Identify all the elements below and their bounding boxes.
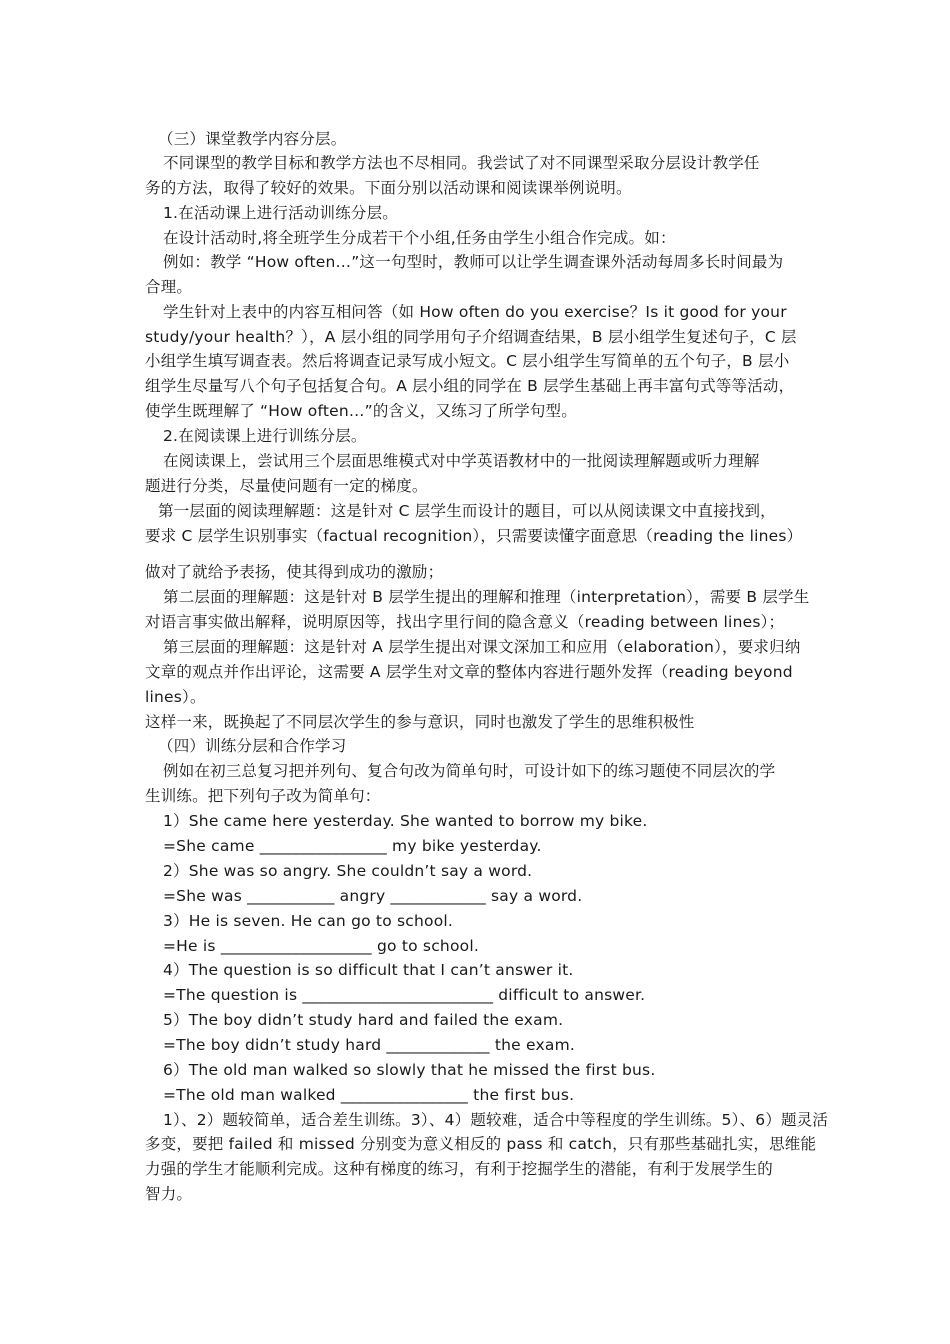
level3-line-2: 文章的观点并作出评论，这需要 A 层学生对文章的整体内容进行题外发挥（reading beyond — [145, 663, 793, 681]
conclusion-line-4: 智力。 — [145, 1185, 193, 1203]
level1-line-2: 要求 C 层学生识别事实（factual recognition），只需要读懂字面意思（reading the lines） — [145, 527, 803, 545]
level3-line-3: lines）。 — [145, 688, 206, 706]
exercise-5: 5）The boy didn’t study hard and failed the exam. — [163, 1011, 564, 1029]
example-line-1: 例如：教学 “How often…”这一句型时，教师可以让学生调查课外活动每周多长时间最为 — [163, 253, 784, 271]
exercise-3-answer: =He is ___________________ go to school. — [163, 937, 479, 955]
section4-intro-line-2: 生训练。把下列句子改为简单句： — [145, 787, 381, 805]
exercise-6: 6）The old man walked so slowly that he missed the first bus. — [163, 1061, 656, 1079]
activity-line-3: 小组学生填写调查表。然后将调查记录写成小短文。C 层小组学生写简单的五个句子，B 层小 — [145, 352, 790, 370]
exercise-3: 3）He is seven. He can go to school. — [163, 912, 454, 930]
level1-line-3: 做对了就给予表扬，使其得到成功的激励； — [145, 563, 444, 581]
reading-intro-line-2: 题进行分类，尽量使问题有一定的梯度。 — [145, 477, 428, 495]
section4-intro-line-1: 例如在初三总复习把并列句、复合句改为简单句时，可设计如下的练习题使不同层次的学 — [163, 762, 776, 780]
section4-heading: （四）训练分层和合作学习 — [158, 737, 347, 755]
item2-heading: 2.在阅读课上进行训练分层。 — [163, 427, 367, 445]
exercise-2: 2）She was so angry. She couldn’t say a word. — [163, 862, 533, 880]
intro-line-2: 务的方法，取得了较好的效果。下面分别以活动课和阅读课举例说明。 — [145, 179, 632, 197]
item1-heading: 1.在活动课上进行活动训练分层。 — [163, 204, 398, 222]
exercise-4-answer: =The question is ________________________ difficult to answer. — [163, 986, 646, 1004]
level1-line-1: 第一层面的阅读理解题：这是针对 C 层学生而设计的题目，可以从阅读课文中直接找到， — [158, 502, 776, 520]
activity-line-5: 使学生既理解了 “How often…”的含义，又练习了所学句型。 — [145, 402, 577, 420]
activity-line-2: study/your health？），A 层小组的同学用句子介绍调查结果，B 层小组学生复述句子，C 层 — [145, 328, 797, 346]
level2-line-1: 第二层面的理解题：这是针对 B 层学生提出的理解和推理（interpretation），需要 B 层学生 — [163, 588, 810, 606]
conclusion-line-1: 1）、2）题较简单，适合差生训练。3）、4）题较难，适合中等程度的学生训练。5）、6）题灵活 — [163, 1111, 829, 1129]
summary-line: 这样一来，既换起了不同层次学生的参与意识，同时也激发了学生的思维积极性 — [145, 713, 695, 731]
item1-text: 在设计活动时,将全班学生分成若干个小组,任务由学生小组合作完成。如： — [163, 229, 676, 247]
exercise-6-answer: =The old man walked ________________ the first bus. — [163, 1086, 575, 1104]
exercise-2-answer: =She was ___________ angry ____________ say a word. — [163, 887, 583, 905]
conclusion-line-2: 多变，要把 failed 和 missed 分别变为意义相反的 pass 和 catch，只有那些基础扎实，思维能 — [145, 1135, 817, 1153]
activity-line-4: 组学生尽量写八个句子包括复合句。A 层小组的同学在 B 层学生基础上再丰富句式等等活动， — [145, 377, 795, 395]
reading-intro-line-1: 在阅读课上，尝试用三个层面思维模式对中学英语教材中的一批阅读理解题或听力理解 — [163, 452, 760, 470]
example-line-2: 合理。 — [145, 278, 193, 296]
level3-line-1: 第三层面的理解题：这是针对 A 层学生提出对课文深加工和应用（elaboration），要求归纳 — [163, 638, 801, 656]
section3-heading: （三）课堂教学内容分层。 — [158, 130, 347, 148]
level2-line-2: 对语言事实做出解释，说明原因等，找出字里行间的隐含意义（reading between lines）； — [145, 613, 785, 631]
exercise-1: 1）She came here yesterday. She wanted to borrow my bike. — [163, 812, 648, 830]
conclusion-line-3: 力强的学生才能顺利完成。这种有梯度的练习，有利于挖掘学生的潜能，有利于发展学生的 — [145, 1160, 774, 1178]
intro-line-1: 不同课型的教学目标和教学方法也不尽相同。我尝试了对不同课型采取分层设计教学任 — [163, 154, 760, 172]
exercise-4: 4）The question is so difficult that I can’t answer it. — [163, 961, 574, 979]
exercise-5-answer: =The boy didn’t study hard _____________ the exam. — [163, 1036, 576, 1054]
activity-line-1: 学生针对上表中的内容互相问答（如 How often do you exercise？Is it good for your — [163, 303, 787, 321]
exercise-1-answer: =She came ________________ my bike yesterday. — [163, 837, 542, 855]
